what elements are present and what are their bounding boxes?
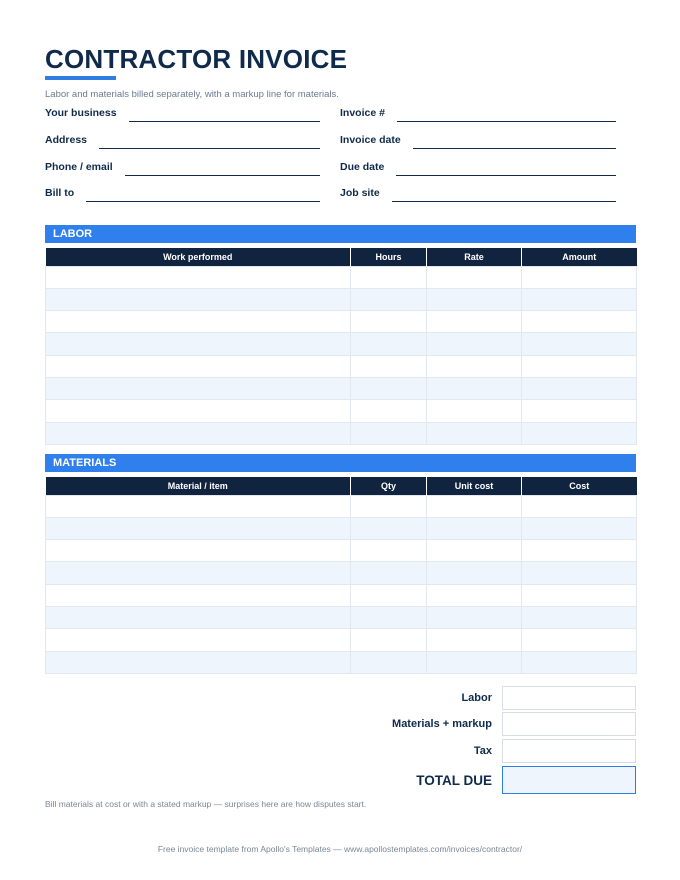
page-subtitle: Labor and materials billed separately, with a markup line for materials. [45,89,339,100]
materials-col-item: Material / item [46,477,351,495]
materials-cell[interactable] [46,562,351,584]
labor-cell[interactable] [351,400,427,422]
materials-header-row [46,477,637,495]
field-label: Your business [45,107,117,119]
labor-cell[interactable] [46,333,351,355]
materials-cell[interactable] [522,651,637,673]
labor-cell[interactable] [522,311,637,333]
labor-cell[interactable] [46,422,351,444]
materials-cell[interactable] [522,584,637,606]
labor-col-hours: Hours [351,248,427,266]
materials-cell[interactable] [427,606,522,628]
materials-cell[interactable] [351,517,427,539]
materials-table [45,477,637,674]
field-label: Invoice date [340,134,401,146]
materials-cell[interactable] [351,651,427,673]
labor-cell[interactable] [46,377,351,399]
labor-row [46,422,637,444]
labor-cell[interactable] [46,311,351,333]
materials-table-body [46,495,637,673]
materials-cell[interactable] [522,495,637,517]
labor-cell[interactable] [427,355,522,377]
materials-section-header: MATERIALS [45,454,636,472]
materials-cell[interactable] [46,584,351,606]
materials-cell[interactable] [351,495,427,517]
materials-row [46,606,637,628]
labor-col-amount: Amount [522,248,637,266]
disclaimer-note: Bill materials at cost or with a stated markup — surprises here are how disputes start. [45,799,367,809]
field-label: Phone / email [45,161,113,173]
tax-box[interactable] [502,739,636,763]
labor-cell[interactable] [522,355,637,377]
labor-total-label: Labor [461,692,492,704]
materials-cell[interactable] [522,540,637,562]
materials-cell[interactable] [351,562,427,584]
materials-cell[interactable] [351,606,427,628]
labor-cell[interactable] [522,400,637,422]
labor-cell[interactable] [46,355,351,377]
labor-row [46,400,637,422]
labor-cell[interactable] [427,266,522,288]
labor-cell[interactable] [46,288,351,310]
materials-cell[interactable] [351,584,427,606]
invoice-date-field[interactable] [340,132,616,146]
footer-credit: Free invoice template from Apollo's Templates — www.apollostemplates.com/invoices/contractor/ [157,844,523,854]
phone-email-field[interactable] [45,159,320,173]
materials-row [46,495,637,517]
materials-cell[interactable] [46,606,351,628]
labor-cell[interactable] [351,355,427,377]
materials-cell[interactable] [427,562,522,584]
due-date-field[interactable] [340,159,616,173]
labor-cell[interactable] [46,266,351,288]
labor-cell[interactable] [427,377,522,399]
labor-table-body [46,266,637,444]
materials-cell[interactable] [46,629,351,651]
labor-total-box[interactable] [502,686,636,710]
address-field[interactable] [45,132,320,146]
materials-cell[interactable] [427,651,522,673]
labor-cell[interactable] [351,422,427,444]
labor-row [46,311,637,333]
labor-cell[interactable] [522,422,637,444]
labor-row [46,333,637,355]
field-label: Job site [340,187,380,199]
materials-col-qty: Qty [351,477,427,495]
materials-markup-box[interactable] [502,712,636,736]
materials-cell[interactable] [522,606,637,628]
labor-col-rate: Rate [427,248,522,266]
labor-row [46,288,637,310]
invoice-number-field[interactable] [340,105,616,119]
materials-cell[interactable] [46,651,351,673]
job-site-field[interactable] [340,185,616,199]
materials-markup-label: Materials + markup [392,718,492,730]
materials-cell[interactable] [427,584,522,606]
tax-label: Tax [473,745,492,757]
materials-cell[interactable] [46,540,351,562]
page-title: CONTRACTOR INVOICE [45,44,348,74]
materials-row [46,517,637,539]
title-accent-bar [45,76,116,80]
field-label: Bill to [45,187,75,199]
materials-row [46,584,637,606]
materials-cell[interactable] [522,517,637,539]
materials-col-unit-cost: Unit cost [427,477,522,495]
labor-cell[interactable] [427,288,522,310]
labor-col-work-performed: Work performed [46,248,351,266]
labor-cell[interactable] [522,288,637,310]
labor-row [46,266,637,288]
labor-section-header: LABOR [45,225,636,243]
materials-cell[interactable] [427,629,522,651]
total-due-box[interactable] [502,766,636,794]
materials-cell[interactable] [427,540,522,562]
materials-cell[interactable] [351,629,427,651]
materials-cell[interactable] [522,629,637,651]
field-label: Invoice # [340,107,385,119]
field-line[interactable] [392,192,616,202]
materials-cell[interactable] [46,517,351,539]
total-due-label: TOTAL DUE [416,773,492,788]
labor-row [46,355,637,377]
materials-col-cost: Cost [522,477,637,495]
labor-cell[interactable] [46,400,351,422]
labor-cell[interactable] [522,333,637,355]
materials-cell[interactable] [46,495,351,517]
materials-row [46,629,637,651]
materials-row [46,540,637,562]
labor-cell[interactable] [427,311,522,333]
your-business-field[interactable] [45,105,320,119]
field-line[interactable] [396,166,616,176]
field-line[interactable] [86,192,320,202]
materials-cell[interactable] [427,517,522,539]
labor-cell[interactable] [351,288,427,310]
field-line[interactable] [397,112,616,122]
field-label: Due date [340,161,385,173]
bill-to-field[interactable] [45,185,320,199]
materials-row [46,651,637,673]
labor-cell[interactable] [427,400,522,422]
labor-cell[interactable] [522,377,637,399]
labor-cell[interactable] [522,266,637,288]
field-line[interactable] [99,139,320,149]
materials-cell[interactable] [351,540,427,562]
field-line[interactable] [129,112,320,122]
labor-cell[interactable] [351,377,427,399]
labor-table [45,248,637,445]
labor-cell[interactable] [351,266,427,288]
materials-cell[interactable] [427,495,522,517]
labor-cell[interactable] [351,311,427,333]
labor-header-row [46,248,637,266]
field-label: Address [45,134,88,146]
labor-cell[interactable] [351,333,427,355]
materials-row [46,562,637,584]
labor-cell[interactable] [427,422,522,444]
materials-cell[interactable] [522,562,637,584]
labor-cell[interactable] [427,333,522,355]
field-line[interactable] [413,139,616,149]
labor-row [46,377,637,399]
field-line[interactable] [125,166,320,176]
